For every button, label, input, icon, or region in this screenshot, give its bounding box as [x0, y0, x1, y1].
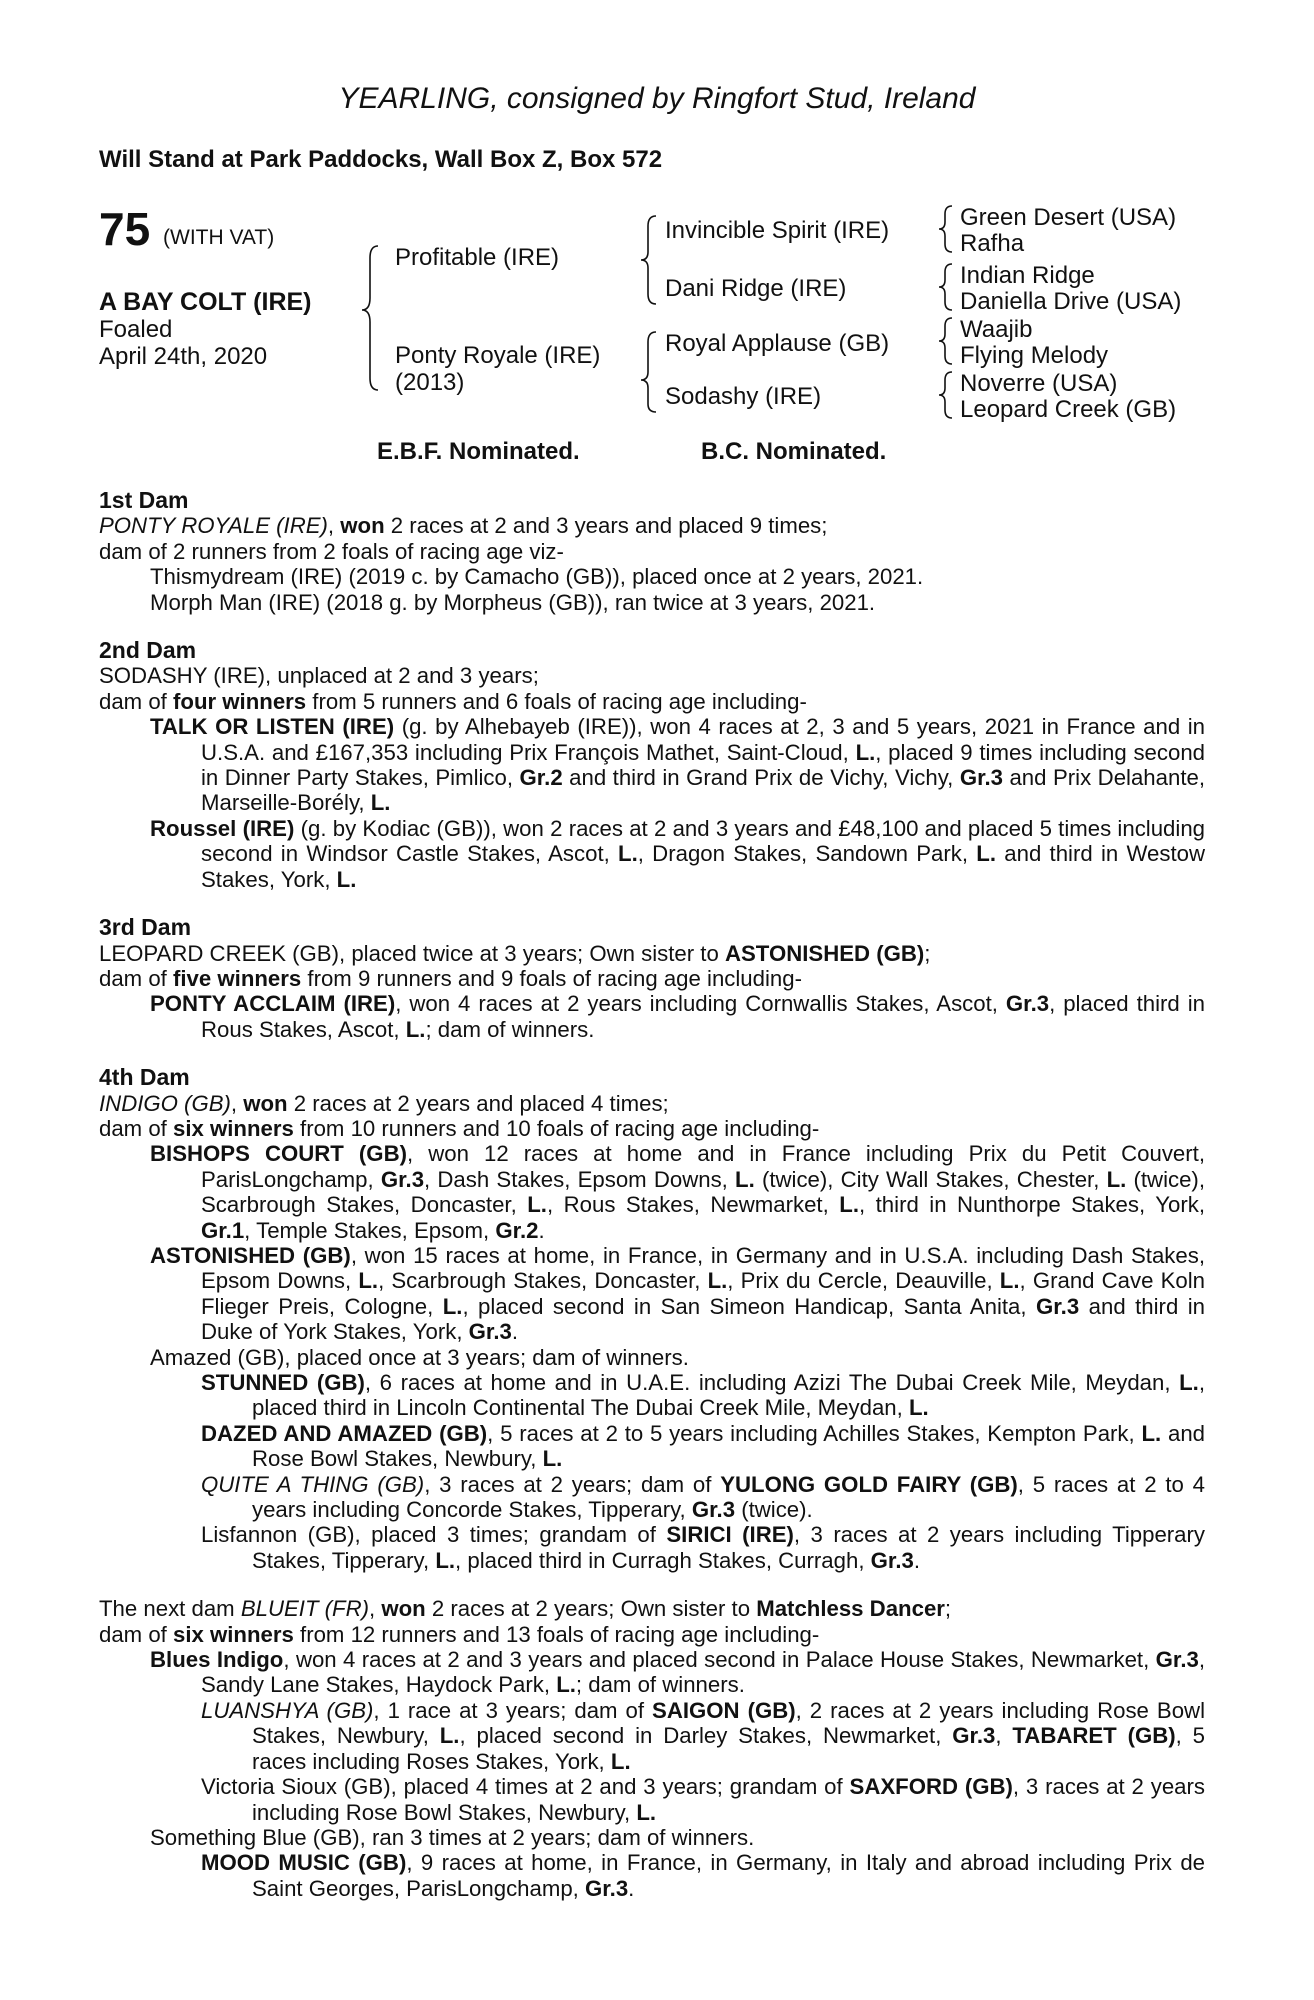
- produce-entry: ASTONISHED (GB), won 15 races at home, in France, in Germany and in U.S.A. including Dash Stakes, Epsom Downs, L., Scarbrough Stakes, Doncaster, L., Prix du Cercle, Deauville, L., Grand Cave Koln Flieger Preis, Cologne, L., placed second in San Simeon Handicap, Santa Anita, Gr.3 and third in Duke of York Stakes, York, Gr.3.: [150, 1242, 1206, 1345]
- pedigree-dam-sire: Royal Applause (GB): [665, 330, 890, 357]
- bc-nomination: B.C. Nominated.: [701, 438, 887, 465]
- produce-entry: Amazed (GB), placed once at 3 years; dam of winners.: [150, 1344, 689, 1370]
- pedigree-g4: Daniella Drive (USA): [960, 288, 1182, 315]
- second-dam-section: [99, 638, 1205, 892]
- pedigree-g1: Green Desert (USA): [960, 204, 1177, 231]
- pedigree-g7: Noverre (USA): [960, 370, 1118, 397]
- produce-entry: MOOD MUSIC (GB), 9 races at home, in France, in Germany, in Italy and abroad including Prix de Saint Georges, ParisLongchamp, Gr.3.: [201, 1850, 1206, 1901]
- pedigree-sire: Profitable (IRE): [395, 244, 560, 271]
- produce-entry: Something Blue (GB), ran 3 times at 2 years; dam of winners.: [150, 1824, 755, 1850]
- dam-produce-line: dam of four winners from 5 runners and 6 foals of racing age including-: [99, 688, 807, 714]
- third-dam-section: [99, 915, 1205, 1042]
- dam-line: LEOPARD CREEK (GB), placed twice at 3 years; Own sister to ASTONISHED (GB);: [99, 940, 931, 966]
- pedigree-g5: Waajib: [960, 316, 1033, 343]
- dam-produce-line: dam of six winners from 12 runners and 13 foals of racing age including-: [99, 1621, 820, 1647]
- produce-entry: TALK OR LISTEN (IRE) (g. by Alhebayeb (IRE)), won 4 races at 2, 3 and 5 years, 2021 in France and in U.S.A. and £167,353 including Prix François Mathet, Saint-Cloud, L., placed 9 times including second in Dinner Party Stakes, Pimlico, Gr.2 and third in Grand Prix de Vichy, Vichy, Gr.3 and Prix Delahante, Marseille-Borély, L.: [150, 714, 1206, 816]
- pedigree-g8: Leopard Creek (GB): [960, 396, 1177, 423]
- produce-entry: Roussel (IRE) (g. by Kodiac (GB)), won 2 races at 2 and 3 years and £48,100 and placed 5 times including second in Windsor Castle Stakes, Ascot, L., Dragon Stakes, Sandown Park, L. and third in Westow Stakes, York, L.: [150, 815, 1206, 892]
- produce-entry: PONTY ACCLAIM (IRE), won 4 races at 2 years including Cornwallis Stakes, Ascot, Gr.3, placed third in Rous Stakes, Ascot, L.; dam of winners.: [150, 991, 1205, 1042]
- pedigree-sire-sire: Invincible Spirit (IRE): [665, 217, 890, 244]
- produce-entry: Victoria Sioux (GB), placed 4 times at 2 and 3 years; grandam of SAXFORD (GB), 3 races at 2 years including Rose Bowl Stakes, Newbury, L.: [201, 1774, 1205, 1825]
- dam-produce-line: dam of six winners from 10 runners and 10 foals of racing age including-: [99, 1115, 820, 1141]
- produce-entry: LUANSHYA (GB), 1 race at 3 years; dam of SAIGON (GB), 2 races at 2 years including Rose Bowl Stakes, Newbury, L., placed second in Darley Stakes, Newmarket, Gr.3, TABARET (GB), 5 races including Roses Stakes, York, L.: [201, 1697, 1206, 1774]
- produce-entry: STUNNED (GB), 6 races at home and in U.A.E. including Azizi The Dubai Creek Mile, Meydan, L., placed third in Lincoln Continental The Dubai Creek Mile, Meydan, L.: [201, 1370, 1206, 1421]
- produce-entry: Blues Indigo, won 4 races at 2 and 3 years and placed second in Palace House Stakes, Newmarket, Gr.3, Sandy Lane Stakes, Haydock Park, L.; dam of winners.: [150, 1647, 1206, 1698]
- pedigree-g6: Flying Melody: [960, 342, 1109, 369]
- foaled-label: Foaled: [99, 316, 173, 343]
- pedigree-g3: Indian Ridge: [960, 262, 1095, 289]
- dam-line: SODASHY (IRE), unplaced at 2 and 3 years;: [99, 663, 539, 689]
- dam-produce-line: dam of five winners from 9 runners and 9 foals of racing age including-: [99, 965, 802, 991]
- first-dam-section: [99, 488, 1205, 615]
- lot-number: 75: [99, 203, 151, 255]
- stand-location: Will Stand at Park Paddocks, Wall Box Z, Box 572: [99, 146, 663, 173]
- fourth-dam-section: [99, 1065, 1205, 1573]
- produce-entry: Morph Man (IRE) (2018 g. by Morpheus (GB)), ran twice at 3 years, 2021.: [150, 589, 876, 615]
- next-dam-section: [99, 1596, 1205, 1901]
- vat-note: (WITH VAT): [163, 226, 275, 249]
- section-heading: 4th Dam: [99, 1064, 190, 1091]
- produce-entry: BISHOPS COURT (GB), won 12 races at home and in France including Prix du Petit Couvert, ParisLongchamp, Gr.3, Dash Stakes, Epsom Downs, L. (twice), City Wall Stakes, Chester, L. (twice), Scarbrough Stakes, Doncaster, L., Rous Stakes, Newmarket, L., third in Nunthorpe Stakes, York, Gr.1, Temple Stakes, Epsom, Gr.2.: [150, 1141, 1205, 1243]
- pedigree-dam-year: (2013): [395, 369, 465, 396]
- produce-entry: Thismydream (IRE) (2019 c. by Camacho (GB)), placed once at 2 years, 2021.: [150, 564, 924, 590]
- foaled-date: April 24th, 2020: [99, 343, 268, 370]
- pedigree-dam: Ponty Royale (IRE): [395, 342, 601, 369]
- section-heading: 1st Dam: [99, 487, 189, 513]
- pedigree-sire-dam: Dani Ridge (IRE): [665, 275, 847, 302]
- dam-produce-line: dam of 2 runners from 2 foals of racing age viz-: [99, 538, 564, 564]
- dam-line: PONTY ROYALE (IRE), won 2 races at 2 and 3 years and placed 9 times;: [99, 513, 828, 539]
- lot-description: A BAY COLT (IRE): [99, 288, 312, 316]
- produce-entry: QUITE A THING (GB), 3 races at 2 years; dam of YULONG GOLD FAIRY (GB), 5 races at 2 to 4 years including Concorde Stakes, Tipperary, Gr.3 (twice).: [201, 1471, 1205, 1523]
- ebf-nomination: E.B.F. Nominated.: [377, 438, 580, 465]
- section-heading: 2nd Dam: [99, 637, 197, 664]
- pedigree-dam-dam: Sodashy (IRE): [665, 383, 822, 410]
- produce-entry: DAZED AND AMAZED (GB), 5 races at 2 to 5 years including Achilles Stakes, Kempton Park, L. and Rose Bowl Stakes, Newbury, L.: [201, 1420, 1206, 1472]
- dam-line: The next dam BLUEIT (FR), won 2 races at 2 years; Own sister to Matchless Dancer;: [99, 1596, 952, 1622]
- pedigree-g2: Rafha: [960, 230, 1025, 257]
- sale-header-title: YEARLING, consigned by Ringfort Stud, Ireland: [338, 82, 976, 115]
- catalogue-body: [99, 488, 1205, 1901]
- produce-entry: Lisfannon (GB), placed 3 times; grandam of SIRICI (IRE), 3 races at 2 years including Tipperary Stakes, Tipperary, L., placed third in Curragh Stakes, Curragh, Gr.3.: [201, 1522, 1206, 1573]
- dam-line: INDIGO (GB), won 2 races at 2 years and placed 4 times;: [99, 1090, 669, 1116]
- section-heading: 3rd Dam: [99, 914, 192, 941]
